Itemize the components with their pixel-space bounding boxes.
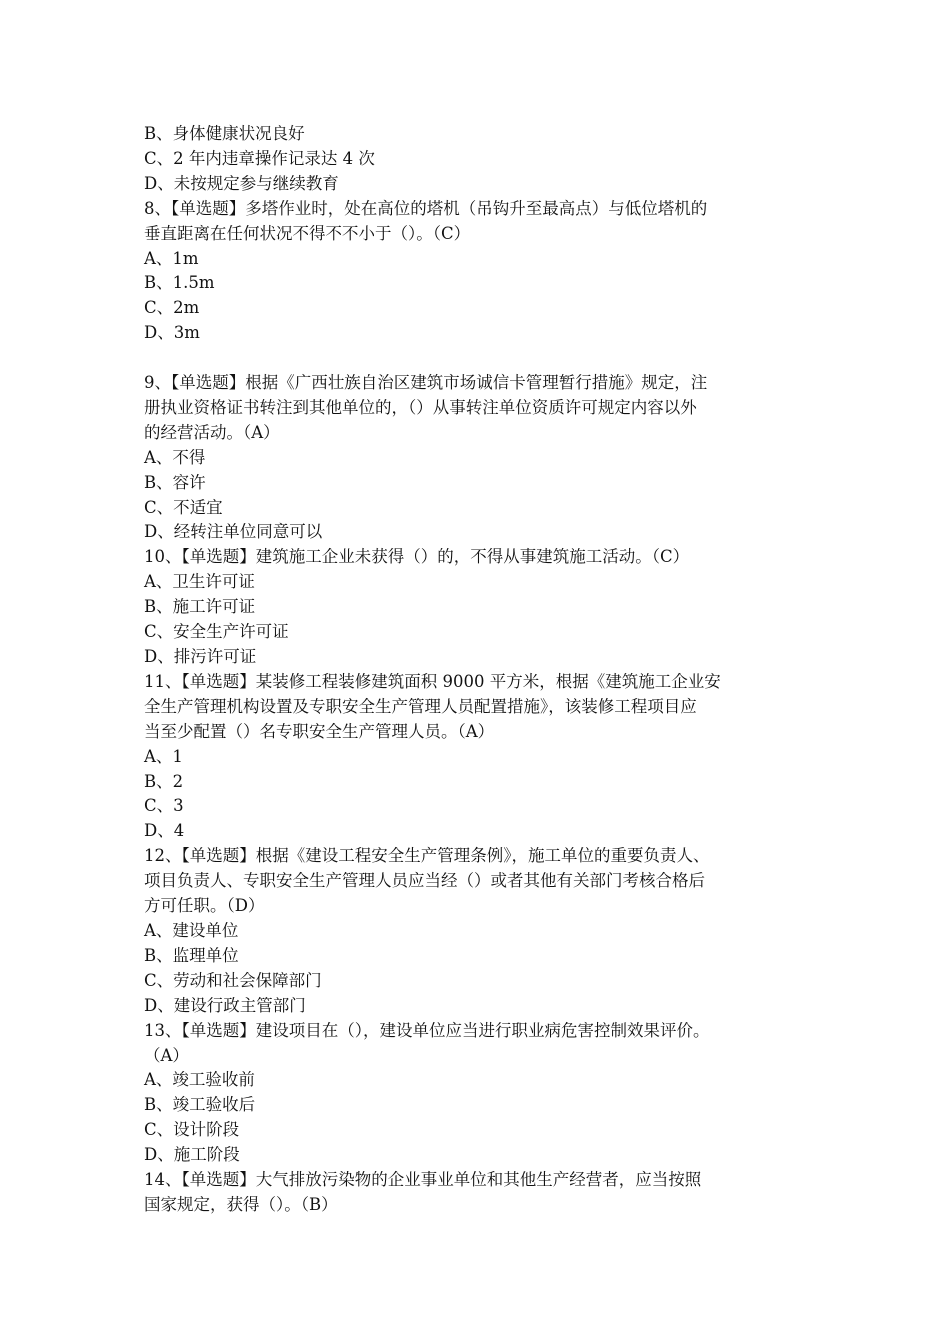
option-line: D、未按规定参与继续教育	[144, 173, 339, 193]
document-page	[144, 122, 834, 1218]
question-line: 13、【单选题】建设项目在（），建设单位应当进行职业病危害控制效果评价。	[144, 1020, 710, 1040]
question-line: 垂直距离在任何状况不得不不小于（）。（C）	[144, 223, 471, 243]
option-line: C、设计阶段	[144, 1120, 240, 1140]
question-line: 项目负责人、专职安全生产管理人员应当经（）或者其他有关部门考核合格后	[144, 871, 705, 891]
question-line: 方可任职。（D）	[144, 896, 265, 916]
option-line: D、建设行政主管部门	[144, 995, 306, 1015]
question-line: 国家规定，获得（）。（B）	[144, 1194, 338, 1214]
option-line: A、不得	[144, 447, 206, 467]
question-line: 册执业资格证书转注到其他单位的，（）从事转注单位资质许可规定内容以外	[144, 397, 697, 417]
option-line: C、2m	[144, 298, 200, 318]
option-line: B、身体健康状况良好	[144, 124, 305, 143]
option-line: B、竣工验收后	[144, 1095, 256, 1115]
question-line: 10、【单选题】建筑施工企业未获得（）的，不得从事建筑施工活动。（C）	[144, 547, 690, 567]
option-line: C、2 年内违章操作记录达 4 次	[144, 148, 375, 168]
question-line: （A）	[144, 1045, 189, 1065]
option-line: C、3	[144, 796, 184, 816]
option-line: A、1	[144, 746, 183, 766]
option-line: D、3m	[144, 323, 200, 343]
option-line: B、容许	[144, 472, 206, 492]
option-line: A、1m	[144, 248, 199, 268]
option-line: D、排污许可证	[144, 647, 257, 667]
question-line: 的经营活动。（A）	[144, 422, 280, 442]
question-line: 12、【单选题】根据《建设工程安全生产管理条例》，施工单位的重要负责人、	[144, 846, 710, 866]
question-line: 全生产管理机构设置及专职安全生产管理人员配置措施》，该装修工程项目应	[144, 696, 697, 716]
option-line: D、施工阶段	[144, 1145, 240, 1165]
option-line: D、经转注单位同意可以	[144, 522, 323, 542]
option-line: B、监理单位	[144, 945, 239, 965]
option-line: D、4	[144, 821, 185, 841]
option-line: A、建设单位	[144, 920, 239, 940]
option-line: B、2	[144, 771, 184, 791]
option-line: B、施工许可证	[144, 597, 256, 617]
blank-line	[144, 346, 834, 371]
question-line: 当至少配置（）名专职安全生产管理人员。（A）	[144, 721, 495, 741]
question-line: 14、【单选题】大气排放污染物的企业事业单位和其他生产经营者，应当按照	[144, 1170, 702, 1190]
question-line: 8、【单选题】多塔作业时，处在高位的塔机（吊钩升至最高点）与低位塔机的	[144, 198, 708, 218]
option-line: C、劳动和社会保障部门	[144, 970, 322, 990]
question-line: 11、【单选题】某装修工程装修建筑面积 9000 平方米，根据《建筑施工企业安	[144, 671, 721, 691]
option-line: A、竣工验收前	[144, 1070, 255, 1090]
question-line: 9、【单选题】根据《广西壮族自治区建筑市场诚信卡管理暂行措施》规定，注	[144, 373, 708, 393]
option-line: C、不适宜	[144, 497, 223, 517]
option-line: C、安全生产许可证	[144, 622, 289, 642]
option-line: A、卫生许可证	[144, 572, 255, 592]
option-line: B、1.5m	[144, 273, 215, 293]
